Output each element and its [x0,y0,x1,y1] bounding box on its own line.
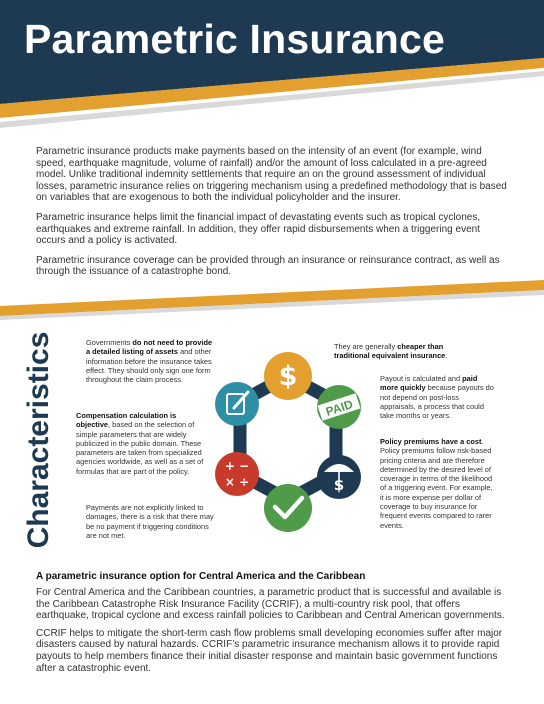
intro-paragraph: Parametric insurance coverage can be provided through an insurance or reinsurance contract, as well as through the issuance of a catastrophe bond. [36,254,500,278]
paid-stamp-icon [317,385,361,429]
svg-text:$: $ [333,476,345,494]
caribbean-paragraph: CCRIF helps to mitigate the short-term cash flow problems small developing economies suffer after major disasters caused by natural hazards. CCRIF’s parametric insurance mechanism allows it to provide rapid payouts to help members finance their initial disaster response and maintain basic government functions after a catastrophic event. [36,627,503,674]
intro-paragraph: Parametric insurance helps limit the financial impact of devastating events such as tropical cyclones, earthquakes and extreme rainfall. In addition, they offer rapid disbursements when a triggering event occurs and a policy is activated. [36,211,481,247]
note-premiums: Policy premiums have a cost. Policy premiums follow risk-based pricing criteria and are therefore determined by the desired level of coverage in terms of the likelihood of a triggering event. For example, it is more expense per dollar of coverage to buy insurance for frequent events compared to rarer events. [380,437,493,530]
caribbean-heading: A parametric insurance option for Central America and the Caribbean [36,571,366,582]
svg-text:× ÷: × ÷ [224,475,250,489]
svg-text:PAID: PAID [323,397,355,419]
intro-paragraph: Parametric insurance products make payments based on the intensity of an event (for example, wind speed, earthquake magnitude, volume of rainfall) and/or the amount of loss calculated in a pre-agreed model. Unlike traditional indemnity settlements that require an on the ground assessment of individual losses, parametric insurance relies on triggering mechanism using a predefined methodology that is based on variables that are exogenous to both the individual policyholder and the insurer. [36,146,507,204]
page-title: Parametric Insurance [24,16,446,62]
header-banner [0,0,544,135]
umbrella-dollar-icon [317,455,361,499]
intro-section [36,146,510,286]
caribbean-paragraph: For Central America and the Caribbean countries, a parametric product that is successful and available is the Caribbean Catastrophe Risk Insurance Facility (CCRIF), a multi-country risk pool, that offers earthquake, tropical cyclone and excess rainfall policies to Caribbean and Central American governments. [36,587,505,622]
note-cheaper: They are generally cheaper than traditional equivalent insurance. [334,342,448,361]
characteristics-wheel [208,344,368,540]
dollar-icon [264,352,312,400]
characteristics-heading: Characteristics [22,331,55,549]
checkmark-icon [264,484,312,532]
form-edit-icon [215,382,259,426]
section-divider-band [0,280,544,320]
svg-text:+ −: + − [224,459,250,473]
characteristics-heading-wrap [18,331,60,549]
note-payments: Payments are not explicitly linked to damages, there is a risk that there may be no payment if triggering conditions are not met. [86,503,214,540]
note-compensation: Compensation calculation is objective, based on the selection of simple parameters that are widely publicized in the public domain. These parameters are taken from specialized agencies worldwide, as well as a set of formulas that are part of the policy. [76,411,204,476]
note-payout: Payout is calculated and paid more quickly because payouts do not depend on post-loss appraisals, a process that could take months or years. [380,374,494,421]
note-governments: Governments do not need to provide a detailed listing of assets and other information before the insurance takes effect. They should only sign one form throughout the claim process. [86,338,213,385]
svg-text:$: $ [278,361,298,392]
calculator-icon [215,452,259,496]
caribbean-section [36,587,510,680]
